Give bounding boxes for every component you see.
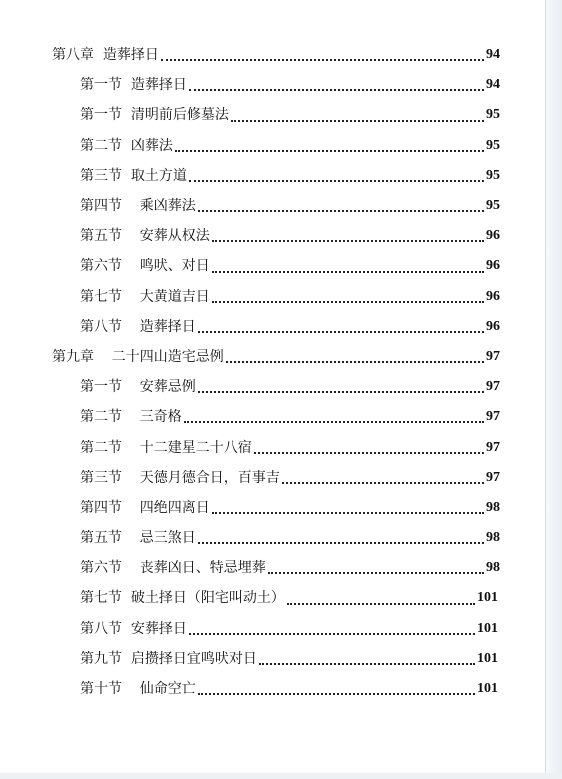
dot-leader	[161, 58, 484, 61]
dot-leader	[226, 360, 484, 363]
toc-page-number: 98	[486, 499, 500, 515]
toc-chapter-entry[interactable]	[0, 342, 562, 372]
toc-page-number: 97	[486, 379, 500, 395]
toc-entry-label: 第二节 三奇格	[80, 409, 182, 426]
toc-entry-label: 第三节 天德月德合日，百事吉	[80, 469, 280, 486]
toc-page-number: 94	[486, 47, 500, 63]
toc-section-entry[interactable]	[0, 100, 562, 130]
toc-section-entry[interactable]	[0, 372, 562, 402]
toc-entry-label: 第十节 仙命空亡	[80, 681, 196, 698]
toc-page-number: 95	[486, 137, 500, 153]
toc-page-number: 101	[477, 650, 498, 666]
toc-section-entry[interactable]	[0, 614, 562, 644]
toc-page-number: 97	[486, 348, 500, 364]
dot-leader	[259, 662, 475, 665]
dot-leader	[198, 541, 484, 544]
toc-entry-label: 第六节 丧葬凶日、特忌埋葬	[80, 560, 266, 577]
toc-entry-label: 第二节 十二建星二十八宿	[80, 439, 252, 456]
toc-page-number: 96	[486, 258, 500, 274]
dot-leader	[184, 420, 484, 423]
dot-leader	[212, 270, 484, 273]
dot-leader	[198, 209, 484, 212]
toc-section-entry[interactable]	[0, 312, 562, 342]
toc-entry-label: 第一节 安葬忌例	[80, 379, 196, 396]
dot-leader	[189, 632, 475, 635]
toc-entry-label: 第八章 造葬择日	[52, 47, 159, 64]
toc-section-entry[interactable]	[0, 221, 562, 251]
toc-page-number: 95	[486, 167, 500, 183]
toc-entry-label: 第五节 忌三煞日	[80, 530, 196, 547]
toc-section-entry[interactable]	[0, 583, 562, 613]
dot-leader	[175, 149, 484, 152]
toc-section-entry[interactable]	[0, 523, 562, 553]
dot-leader	[268, 571, 484, 574]
toc-page-number: 101	[477, 681, 498, 697]
toc-page-number: 97	[486, 439, 500, 455]
toc-entry-label: 第一节 清明前后修墓法	[80, 107, 229, 124]
toc-section-entry[interactable]	[0, 674, 562, 704]
toc-page-number: 94	[486, 77, 500, 93]
toc-entry-label: 第三节 取土方道	[80, 167, 187, 184]
dot-leader	[189, 179, 484, 182]
toc-page-number: 98	[486, 530, 500, 546]
toc-entry-label: 第八节 安葬择日	[80, 620, 187, 637]
toc-page-number: 96	[486, 288, 500, 304]
toc-page-number: 101	[477, 620, 498, 636]
toc-entry-label: 第四节 四绝四离日	[80, 499, 210, 516]
dot-leader	[254, 451, 484, 454]
dot-leader	[212, 511, 484, 514]
dot-leader	[189, 88, 484, 91]
toc-page-number: 98	[486, 560, 500, 576]
toc-section-entry[interactable]	[0, 282, 562, 312]
toc-entry-label: 第七节 破土择日（阳宅叫动土）	[80, 590, 285, 607]
dot-leader	[212, 239, 484, 242]
toc-entry-label: 第九节 启攒择日宜鸣吠对日	[80, 650, 257, 667]
toc-section-entry[interactable]	[0, 644, 562, 674]
toc-section-entry[interactable]	[0, 161, 562, 191]
dot-leader	[231, 119, 484, 122]
dot-leader	[287, 602, 475, 605]
toc-page-number: 101	[477, 590, 498, 606]
toc-section-entry[interactable]	[0, 493, 562, 523]
toc-section-entry[interactable]	[0, 402, 562, 432]
table-of-contents	[0, 40, 562, 704]
dot-leader	[198, 692, 475, 695]
toc-section-entry[interactable]	[0, 191, 562, 221]
toc-page-number: 96	[486, 228, 500, 244]
toc-section-entry[interactable]	[0, 131, 562, 161]
dot-leader	[198, 330, 484, 333]
toc-section-entry[interactable]	[0, 70, 562, 100]
toc-entry-label: 第一节 造葬择日	[80, 77, 187, 94]
dot-leader	[198, 390, 484, 393]
toc-chapter-entry[interactable]	[0, 40, 562, 70]
toc-entry-label: 第七节 大黄道吉日	[80, 288, 210, 305]
toc-section-entry[interactable]	[0, 432, 562, 462]
toc-section-entry[interactable]	[0, 251, 562, 281]
toc-page-number: 97	[486, 469, 500, 485]
toc-page-number: 95	[486, 107, 500, 123]
toc-page-number: 96	[486, 318, 500, 334]
toc-section-entry[interactable]	[0, 553, 562, 583]
toc-entry-label: 第二节 凶葬法	[80, 137, 173, 154]
dot-leader	[212, 300, 484, 303]
toc-entry-label: 第八节 造葬择日	[80, 318, 196, 335]
page-bottom-edge	[0, 773, 562, 779]
toc-section-entry[interactable]	[0, 463, 562, 493]
toc-entry-label: 第四节 乘凶葬法	[80, 198, 196, 215]
toc-entry-label: 第五节 安葬从权法	[80, 228, 210, 245]
toc-page-number: 97	[486, 409, 500, 425]
toc-entry-label: 第六节 鸣吠、对日	[80, 258, 210, 275]
toc-page-number: 95	[486, 198, 500, 214]
toc-entry-label: 第九章 二十四山造宅忌例	[52, 348, 224, 365]
dot-leader	[282, 481, 484, 484]
